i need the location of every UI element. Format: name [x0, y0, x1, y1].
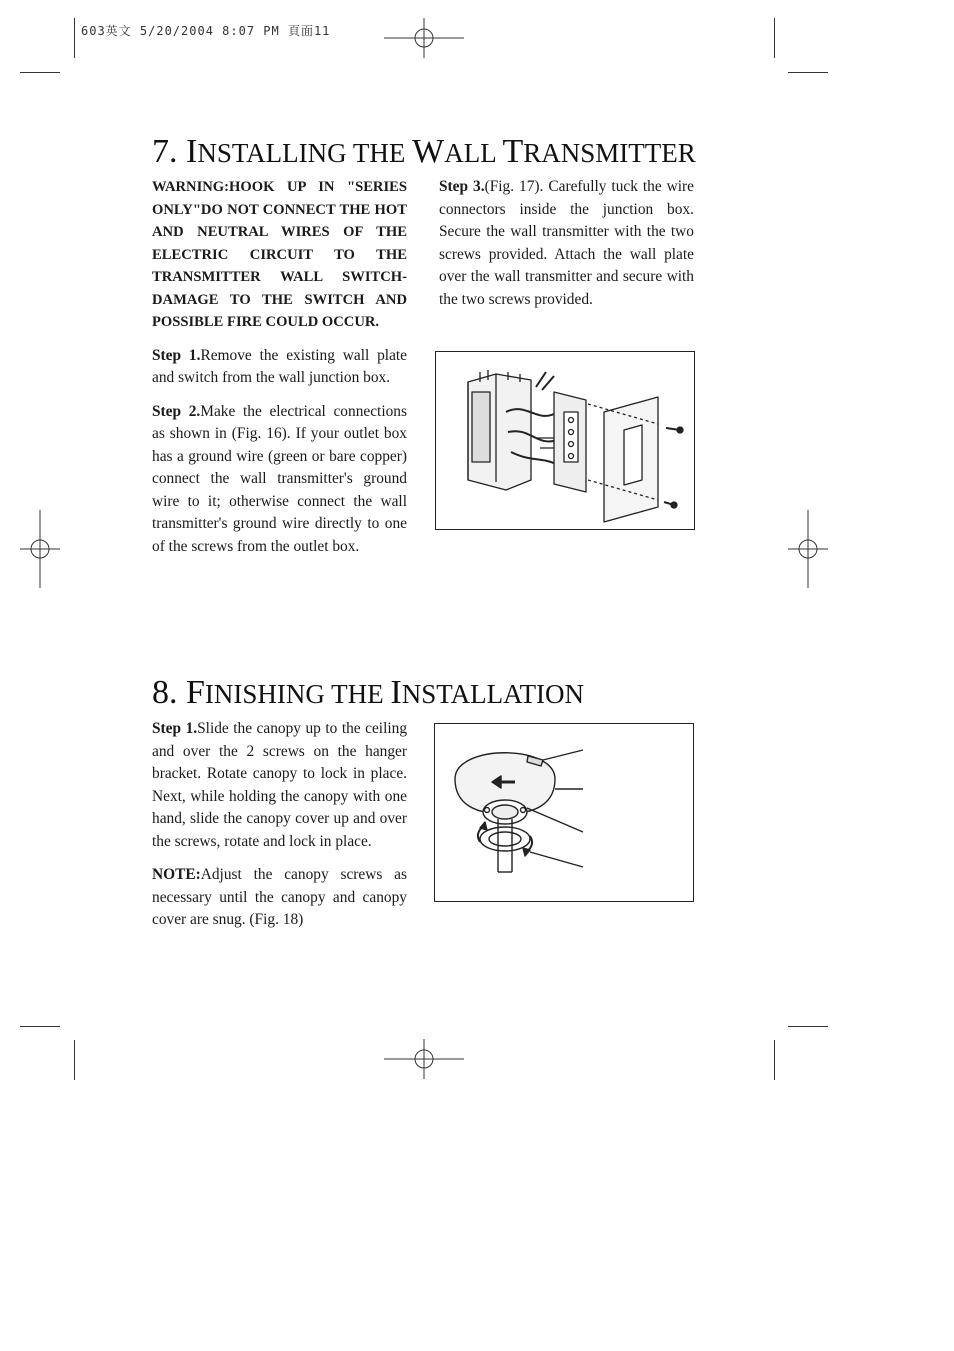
wall-transmitter-illustration [436, 352, 694, 529]
step-1-paragraph [152, 345, 407, 390]
step-1-label: Step 1. [152, 346, 201, 364]
registration-mark-top [384, 18, 464, 58]
canopy-illustration [435, 724, 693, 901]
section-8-step-1-text: Slide the canopy up to the ceiling and over the 2 screws on the hanger bracket. Rotate canopy to lock in place. Next, while holding the canopy with one hand, slide the canopy cover up and over the screws, rotate and lock in place. [152, 720, 408, 850]
note-label: NOTE: [152, 866, 201, 883]
step-2-text: Make the electrical connections as shown in (Fig. 16). If your outlet box has a ground wire (green or bare copper) connect the wall transmitter's ground wire to it; otherwise connect the wall transmitter's ground wire directly to one of the screws from the outlet box. [152, 402, 407, 555]
note-paragraph [152, 864, 407, 932]
section-8-heading: 8. FINISHING THE INSTALLATION [152, 674, 585, 711]
step-2-label: Step 2. [152, 402, 201, 420]
registration-mark-right [788, 510, 828, 588]
step-3-label: Step 3. [439, 178, 485, 195]
section-7-heading: 7. INSTALLING THE WALL TRANSMITTER [152, 133, 696, 170]
section-7-number: 7. [152, 133, 178, 170]
registration-mark-left [20, 510, 60, 588]
step-3-paragraph [439, 176, 694, 311]
section-8-left-column [152, 718, 407, 943]
figure-18-canopy [434, 723, 694, 902]
figure-17-wall-transmitter [435, 351, 695, 530]
section-7-right-column [439, 176, 694, 322]
step-2-paragraph [152, 401, 407, 559]
step-3-text: (Fig. 17). Carefully tuck the wire connectors inside the junction box. Secure the wall transmitter with the two screws provided. Attach the wall plate over the wall transmitter and secure with the two screws provided. [439, 178, 694, 308]
section-8-step-1-label: Step 1. [152, 720, 198, 737]
note-text: Adjust the canopy screws as necessary until the canopy and canopy cover are snug. (Fig. 18) [152, 866, 407, 928]
registration-mark-bottom [384, 1039, 464, 1079]
section-8-number: 8. [152, 674, 178, 711]
step-1-text: Remove the existing wall plate and switch from the wall junction box. [152, 346, 408, 386]
section-8-step-1-paragraph [152, 718, 407, 853]
print-slug: 603英文 5/20/2004 8:07 PM 頁面11 [81, 24, 331, 38]
warning-text: WARNING:HOOK UP IN "SERIES ONLY"DO NOT CONNECT THE HOT AND NEUTRAL WIRES OF THE ELECTRIC CIRCUIT TO THE TRANSMITTER WALL SWITCH- DAMAGE TO THE SWITCH AND POSSIBLE FIRE COULD OCCUR. [152, 179, 407, 330]
section-7-left-column [152, 176, 407, 569]
